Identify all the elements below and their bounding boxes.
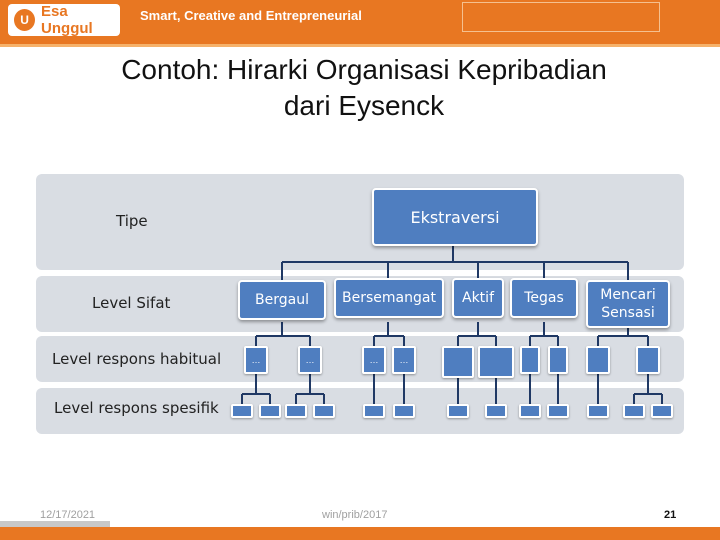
specific-node — [587, 404, 609, 418]
footer-bar — [0, 527, 720, 540]
trait-node-aktif: Aktif — [452, 278, 504, 318]
specific-node — [485, 404, 507, 418]
level-label-tipe: Tipe — [116, 212, 148, 230]
specific-node — [231, 404, 253, 418]
specific-node — [363, 404, 385, 418]
specific-node — [623, 404, 645, 418]
level-label-spesifik: Level respons spesifik — [54, 399, 219, 417]
specific-node — [447, 404, 469, 418]
habit-node: … — [392, 346, 416, 374]
specific-node — [393, 404, 415, 418]
footer-date: 12/17/2021 — [40, 509, 96, 521]
habit-node: … — [362, 346, 386, 374]
specific-node — [285, 404, 307, 418]
level-label-sifat: Level Sifat — [92, 294, 171, 312]
habit-node: … — [244, 346, 268, 374]
trait-node-bergaul: Bergaul — [238, 280, 326, 320]
trait-node-tegas: Tegas — [510, 278, 578, 318]
logo-text: Esa Unggul — [41, 3, 93, 37]
slide-title-line-1: Contoh: Hirarki Organisasi Kepribadian — [121, 54, 607, 85]
logo-mark-icon: U — [14, 9, 35, 31]
trait-node-bersemangat: Bersemangat — [334, 278, 444, 318]
habit-node — [636, 346, 660, 374]
page-number: 21 — [664, 509, 677, 521]
specific-node — [547, 404, 569, 418]
type-node-ekstraversi: Ekstraversi — [372, 188, 538, 246]
specific-node — [313, 404, 335, 418]
habit-node — [520, 346, 540, 374]
specific-node — [651, 404, 673, 418]
header-tagline: Smart, Creative and Entrepreneurial — [140, 8, 362, 23]
habit-node — [548, 346, 568, 374]
trait-node-mencari-sensasi: Mencari Sensasi — [586, 280, 670, 328]
habit-node — [586, 346, 610, 374]
specific-node — [519, 404, 541, 418]
footer-course-code: win/prib/2017 — [322, 509, 388, 521]
level-label-habitual: Level respons habitual — [52, 350, 222, 368]
habit-node — [442, 346, 474, 378]
slide-title-line-2: dari Eysenck — [283, 90, 445, 121]
habit-node — [478, 346, 514, 378]
specific-node — [259, 404, 281, 418]
habit-node: … — [298, 346, 322, 374]
